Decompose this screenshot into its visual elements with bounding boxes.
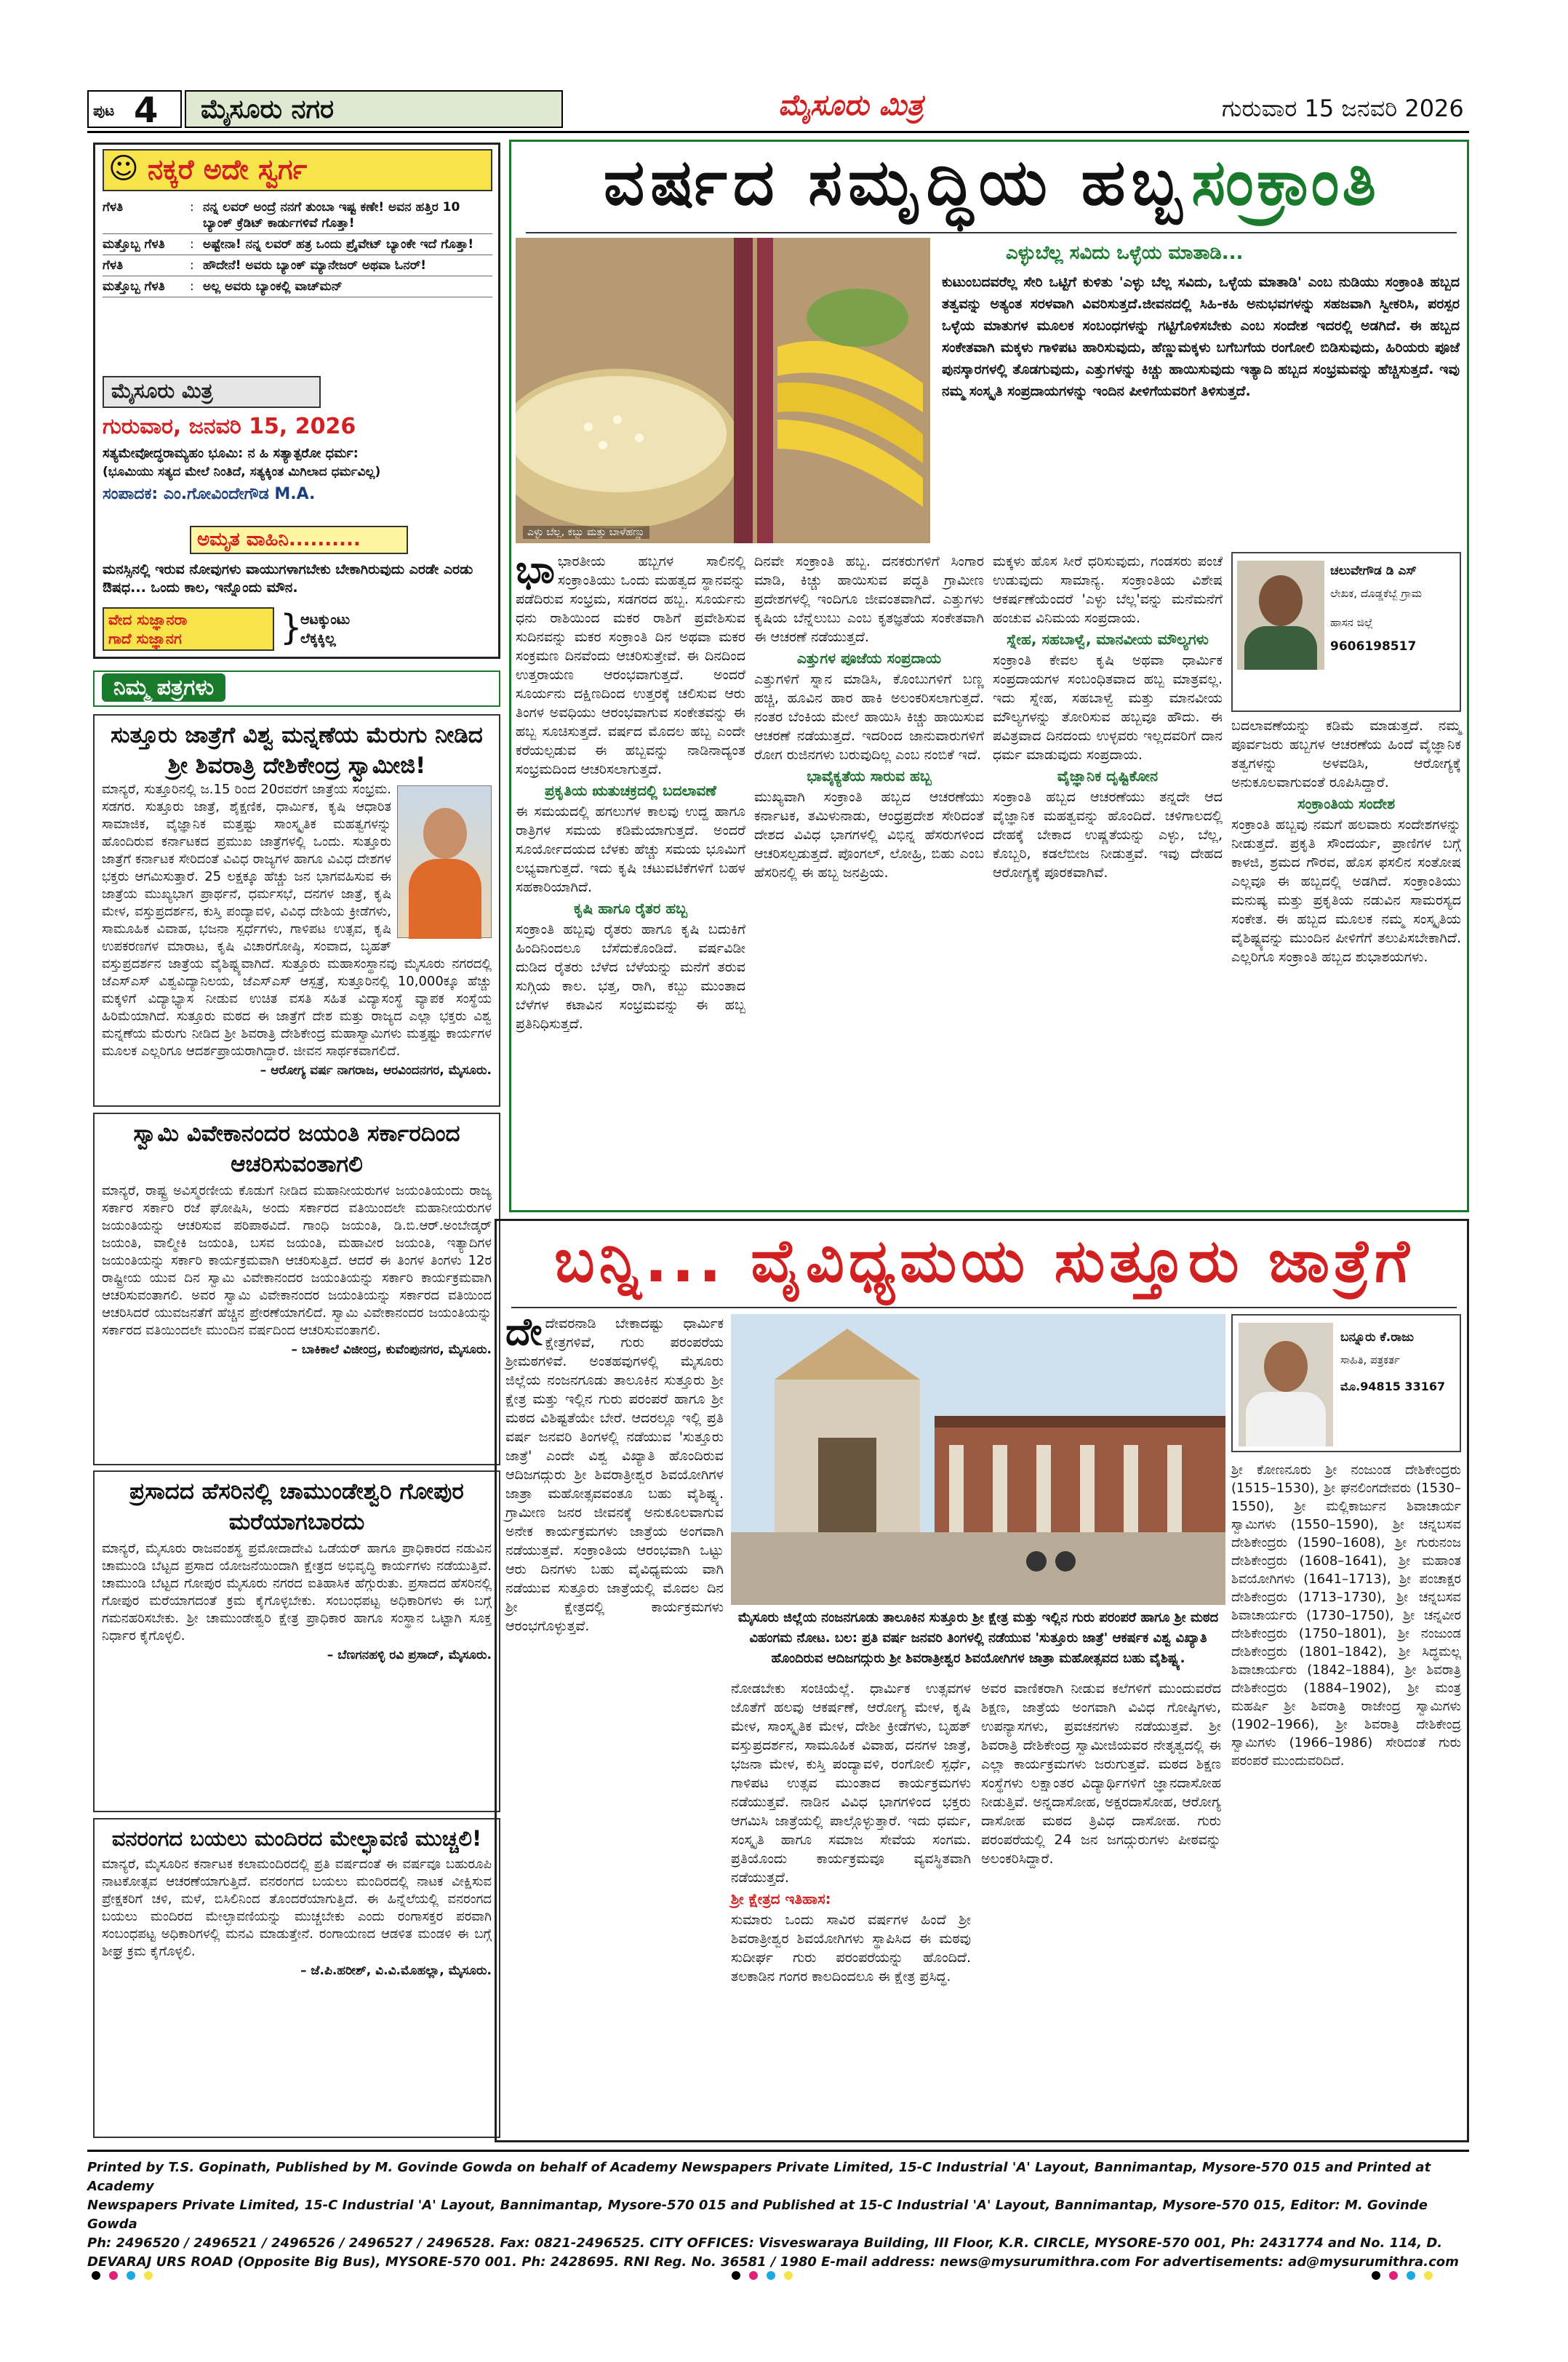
suttur-headline: ಬನ್ನಿ... ವೈವಿಧ್ಯಮಯ ಸುತ್ತೂರು ಜಾತ್ರೆಗೆ (554, 1227, 1414, 1296)
suttur-col-1: ದೇದೇವರನಾಡಿ ಬೇಕಾದಷ್ಟು ಧಾರ್ಮಿಕ ಕ್ಷೇತ್ರಗಳಿವೆ, ಗುರು ಪರಂಪರೆಯ ಶ್ರೀಮಠಗಳಿವೆ. ಅಂತಹವುಗಳಲ್ಲಿ ಮೈಸೂರು ಜಿಲ್ಲೆಯ ನಂಜನಗೂಡು ತಾಲೂಕಿನ ಸುತ್ತೂರು ಶ್ರೀ ಕ್ಷೇತ್ರ ಮತ್ತು ಇಲ್ಲಿನ ಗುರು ಪರಂಪರೆ ಹಾಗೂ ಶ್ರೀ ಮಠದ ವಿಶಿಷ್ಟತೆಯೇ ಬೇರೆ. ಆದರಲ್ಲೂ ಇಲ್ಲಿ ಪ್ರತಿ ವರ್ಷ ಜನವರಿ ತಿಂಗಳಲ್ಲಿ ನಡೆಯುವ 'ಸುತ್ತೂರು ಜಾತ್ರೆ' ಎಂದೇ ವಿಶ್ವ ವಿಖ್ಯಾತಿ ಹೊಂದಿರುವ ಆದಿಜಗದ್ಗುರು ಶ್ರೀ ಶಿವರಾತ್ರೀಶ್ವರ ಶಿವಯೋಗಿಗಳ ಜಾತ್ರಾ ಮಹೋತ್ಸವವಂತೂ ಬಹು ವೈಶಿಷ್ಟ್ಯ. ಗ್ರಾಮೀಣ ಜನರ ಜೀವನಕ್ಕೆ ಅನುಕೂಲವಾಗುವ ಅನೇಕ ಕಾರ್ಯಕ್ರಮಗಳು ಜಾತ್ರೆಯ ಅಂಗವಾಗಿ ನಡೆಯುತ್ತವೆ. ಸಂಕ್ರಾಂತಿಯ ಆರಂಭವಾಗಿ ಒಟ್ಟು ಆರು ದಿನಗಳು ಬಹು ವೈವಿಧ್ಯಮಯ ವಾಗಿ ನಡೆಯುವ ಸುತ್ತೂರು ಜಾತ್ರೆಯಲ್ಲಿ ಮೊದಲ ದಿನ ಶ್ರೀ ಕ್ಷೇತ್ರದಲ್ಲಿ ಕಾರ್ಯಕ್ರಮಗಳು ಆರಂಭಗೊಳ್ಳುತ್ತವೆ. (505, 1310, 724, 1634)
suttur-col-2: ನೋಡಬೇಕು ಸಂಚಿಯೆಲ್ಲೆ. ಧಾರ್ಮಿಕ ಉತ್ಸವಗಳ ಜೊತೆಗೆ ಹಲವು ಆಕರ್ಷಣೆ, ಆರೋಗ್ಯ ಮೇಳ, ಕೃಷಿ ಮೇಳ, ಸಾಂಸ್ಕೃತಿಕ ಮೇಳ, ದೇಶೀ ಕ್ರೀಡೆಗಳು, ಬೃಹತ್ ವಸ್ತುಪ್ರದರ್ಶನ, ಸಾಮೂಹಿಕ ವಿವಾಹ, ದನಗಳ ಜಾತ್ರೆ, ಭಜನಾ ಮೇಳ, ಕುಸ್ತಿ ಪಂದ್ಯಾವಳಿ, ರಂಗೋಲಿ ಸ್ಪರ್ಧೆ, ಗಾಳಿಪಟ ಉತ್ಸವ ಮುಂತಾದ ಕಾರ್ಯಕ್ರಮಗಳು ನಡೆಯುತ್ತವೆ. ನಾಡಿನ ವಿವಿಧ ಭಾಗಗಳಿಂದ ಭಕ್ತರು ಆಗಮಿಸಿ ಜಾತ್ರೆಯಲ್ಲಿ ಪಾಲ್ಗೊಳ್ಳುತ್ತಾರೆ. ಇದು ಧರ್ಮ, ಸಂಸ್ಕೃತಿ ಹಾಗೂ ಸಮಾಜ ಸೇವೆಯ ಸಂಗಮ. ಪ್ರತಿಯೊಂದು ಕಾರ್ಯಕ್ರಮವೂ ವ್ಯವಸ್ಥಿತವಾಗಿ ನಡೆಯುತ್ತದೆ. ಶ್ರೀ ಕ್ಷೇತ್ರದ ಇತಿಹಾಸ: ಸುಮಾರು ಒಂದು ಸಾವಿರ ವರ್ಷಗಳ ಹಿಂದೆ ಶ್ರೀ ಶಿವರಾತ್ರೀಶ್ವರ ಶಿವಯೋಗಿಗಳು ಸ್ಥಾಪಿಸಿದ ಈ ಮಠವು ಸುದೀರ್ಘ ಗುರು ಪರಂಪರೆಯನ್ನು ಹೊಂದಿದೆ. ತಲಕಾಡಿನ ಗಂಗರ ಕಾಲದಿಂದಲೂ ಈ ಕ್ಷೇತ್ರ ಪ್ರಸಿದ್ಧ. (731, 1681, 971, 1985)
proverb-box: ವೇದ ಸುಜ್ಞಾನರಾ ಗಾದೆ ಸುಜ್ಞಾನಗ (103, 607, 274, 651)
imprint: Printed by T.S. Gopinath, Published by M. Govinde Gowda on behalf of Academy Newspapers Private Limited, 15-C Industrial 'A' Layout, Bannimantap, Mysore-570 015 and Printed at Academy Newspapers Private Limited, 15-C Industrial 'A' Layout, Bannimantap, Mysore-570 015 and Published at 15-C Industrial 'A' Layout, Bannimantap, Mysore-570 015, Editor: M. Govinde Gowda Ph: 2496520 / 2496521 / 2496526 / 2496527 / 2496528. Fax: 0821-2496525. CITY OFFICES: Visveswaraya Building, III Floor, K.R. CIRCLE, MYSORE-570 001, Ph: 2431774 and No. 114, D. DEVARAJ URS ROAD (Opposite Big Bus), MYSORE-570 001. Ph: 2428695. RNI Reg. No. 36581 / 1980 E-mail address: news@mysurumithra.com For advertisements: ad@mysurumithra.com (87, 2160, 1459, 2270)
letters-header: ನಿಮ್ಮ ಪತ್ರಗಳು (93, 670, 500, 707)
registration-marks-center (727, 2269, 797, 2283)
suttur-photo-caption: ಮೈಸೂರು ಜಿಲ್ಲೆಯ ನಂಜನಗೂಡು ತಾಲೂಕಿನ ಸುತ್ತೂರು ಶ್ರೀ ಕ್ಷೇತ್ರ ಮತ್ತು ಇಲ್ಲಿನ ಗುರು ಪರಂಪರೆ ಹಾಗೂ ಶ್ರೀ ಮಠದ ವಿಹಂಗಮ ನೋಟ. ಬಲ: ಪ್ರತಿ ವರ್ಷ ಜನವರಿ ತಿಂಗಳಲ್ಲಿ ನಡೆಯುವ 'ಸುತ್ತೂರು ಜಾತ್ರೆ' ಆಕರ್ಷಕ ವಿಶ್ವ ವಿಖ್ಯಾತಿ ಹೊಂದಿರುವ ಆದಿಜಗದ್ಗುರು ಶ್ರೀ ಶಿವರಾತ್ರೀಶ್ವರ ಶಿವಯೋಗಿಗಳ ಜಾತ್ರಾ ಮಹೋತ್ಸವದ ಬಹು ವೈಶಿಷ್ಟ್ಯ. (737, 1610, 1219, 1666)
amrutha-text: ಮನಸ್ಸಿನಲ್ಲಿ ಇರುವ ನೋವುಗಳು ವಾಯುಗಳಾಗಬೇಕು ಬೇಕಾಗಿರುವುದು ಎರಡೇ ಎರಡು ಔಷಧ... ಒಂದು ಕಾಲ, ಇನ್ನೊಂದು ಮೌನ. (103, 561, 473, 596)
suttur-col-3: ಅವರ ವಾಣಿಕರಾಗಿ ನೀಡುವ ಕಲೆಗಳಿಗೆ ಮುಂದುವರೆದ ಶಿಕ್ಷಣ, ಜಾತ್ರೆಯ ಅಂಗವಾಗಿ ವಿವಿಧ ಗೋಷ್ಠಿಗಳು, ಉಪನ್ಯಾಸಗಳು, ಪ್ರವಚನಗಳು ನಡೆಯುತ್ತವೆ. ಶ್ರೀ ಶಿವರಾತ್ರಿ ದೇಶಿಕೇಂದ್ರ ಸ್ವಾಮೀಜಿಯವರ ನೇತೃತ್ವದಲ್ಲಿ ಈ ಎಲ್ಲಾ ಕಾರ್ಯಕ್ರಮಗಳು ಜರುಗುತ್ತವೆ. ಮಠದ ಶಿಕ್ಷಣ ಸಂಸ್ಥೆಗಳು ಲಕ್ಷಾಂತರ ವಿದ್ಯಾರ್ಥಿಗಳಿಗೆ ಜ್ಞಾನದಾಸೋಹ ನೀಡುತ್ತಿವೆ. ಅನ್ನದಾಸೋಹ, ಅಕ್ಷರದಾಸೋಹ, ಆರೋಗ್ಯ ದಾಸೋಹ ಮಠದ ತ್ರಿವಿಧ ದಾಸೋಹ. ಗುರು ಪರಂಪರೆಯಲ್ಲಿ 24 ಜನ ಜಗದ್ಗುರುಗಳು ಪೀಠವನ್ನು ಅಲಂಕರಿಸಿದ್ದಾರೆ. (981, 1681, 1221, 1867)
letter-4-title: ವನರಂಗದ ಬಯಲು ಮಂದಿರದ ಮೇಲ್ಛಾವಣಿ ಮುಚ್ಚಲಿ! (111, 1826, 482, 1851)
footer-rule (87, 2150, 1469, 2152)
motto: ಸತ್ಯಮೇವೋದ್ಧರಾಮ್ಯಹಂ ಭೂಮಿ: ನ ಹಿ ಸತ್ಯಾತ್ಪರೋ ಧರ್ಮ: (103, 446, 359, 461)
author-2-card: ಬನ್ನೂರು ಕೆ.ರಾಜು ಸಾಹಿತಿ, ಪತ್ರಕರ್ತ ಮೊ.94815 33167 (1231, 1314, 1461, 1452)
joke-list (103, 197, 492, 297)
suttur-photo (731, 1314, 1225, 1605)
motto-translation: (ಭೂಮಿಯು ಸತ್ಯದ ಮೇಲೆ ನಿಂತಿದೆ, ಸತ್ಯಕ್ಕಿಂತ ಮಿಗಿಲಾದ ಧರ್ಮವಿಲ್ಲ) (103, 465, 381, 479)
sankranti-headline: ವರ್ಷದ ಸಮೃದ್ಧಿಯ ಹಬ್ಬ ಸಂಕ್ರಾಂತಿ (603, 145, 1380, 220)
letter-3 (93, 1470, 500, 1812)
amrutha-title: ಅಮೃತ ವಾಹಿನಿ.......... (190, 526, 408, 554)
suttur-article (495, 1219, 1469, 2142)
intro-text: ಕುಟುಂಬದವರೆಲ್ಲ ಸೇರಿ ಒಟ್ಟಿಗೆ ಕುಳಿತು 'ಎಳ್ಳು ಬೆಲ್ಲ ಸವಿದು, ಒಳ್ಳೆಯ ಮಾತಾಡಿ' ಎಂಬ ನುಡಿಯು ಸಂಕ್ರಾಂತಿ ಹಬ್ಬದ ತತ್ವವನ್ನು ಅತ್ಯಂತ ಸರಳವಾಗಿ ವಿವರಿಸುತ್ತದೆ.ಜೀವನದಲ್ಲಿ ಸಿಹಿ-ಕಹಿ ಅನುಭವಗಳನ್ನು ಸಹಜವಾಗಿ ಸ್ವೀಕರಿಸಿ, ಪರಸ್ಪರ ಒಳ್ಳೆಯ ಮಾತುಗಳ ಮೂಲಕ ಸಂಬಂಧಗಳನ್ನು ಗಟ್ಟಿಗೊಳಿಸಬೇಕು ಎಂಬ ಸಂದೇಶ ಇದರಲ್ಲಿ ಅಡಗಿದೆ. ಈ ಹಬ್ಬದ ಸಂಕೇತವಾಗಿ ಮಕ್ಕಳು ಗಾಳಿಪಟ ಹಾರಿಸುವುದು, ಹೆಣ್ಣುಮಕ್ಕಳು ಬಗೆಬಗೆಯ ರಂಗೋಲಿ ಬಿಡಿಸುವುದು, ಹಿರಿಯರು ಪೂಜೆ ಪುನಸ್ಕಾರಗಳಲ್ಲಿ ತೊಡಗುವುದು, ಎತ್ತುಗಳನ್ನು ಕಿಚ್ಚು ಹಾಯಿಸುವುದು ಇತ್ಯಾದಿ ಹಬ್ಬದ ಸಂಭ್ರಮವನ್ನು ಹೆಚ್ಚಿಸುತ್ತದೆ. ಇವು ನಮ್ಮ ಸಂಸ್ಕೃತಿ ಸಂಪ್ರದಾಯಗಳನ್ನು ಇಂದಿನ ಪೀಳಿಗೆಯವರಿಗೆ ತಿಳಿಸುತ್ತದೆ. (942, 274, 1460, 399)
author-2-photo (1239, 1323, 1333, 1446)
humor-box (93, 143, 500, 659)
author-1-photo (1237, 561, 1324, 670)
page-label: ಪುಟ (93, 102, 115, 119)
letter-3-sign: – ಬೆಣಗನಹಳ್ಳಿ ರವಿ ಪ್ರಸಾದ್, ಮೈಸೂರು. (327, 1648, 492, 1662)
section-name: ಮೈಸೂರು ನಗರ (185, 90, 563, 128)
sankranti-col-2: ದಿನವೇ ಸಂಕ್ರಾಂತಿ ಹಬ್ಬ. ದನಕರುಗಳಿಗೆ ಸಿಂಗಾರ ಮಾಡಿ, ಕಿಚ್ಚು ಹಾಯಿಸುವ ಪದ್ಧತಿ ಗ್ರಾಮೀಣ ಪ್ರದೇಶಗಳಲ್ಲಿ ಇಂದಿಗೂ ಜೀವಂತವಾಗಿದೆ. ಎತ್ತುಗಳು ಕೃಷಿಯ ಬೆನ್ನೆಲುಬು ಎಂಬ ಕೃತಜ್ಞತೆಯ ಸಂಕೇತವಾಗಿ ಈ ಆಚರಣೆ ನಡೆಯುತ್ತದೆ. ಎತ್ತುಗಳ ಪೂಜೆಯ ಸಂಪ್ರದಾಯ ಎತ್ತುಗಳಿಗೆ ಸ್ನಾನ ಮಾಡಿಸಿ, ಕೊಂಬುಗಳಿಗೆ ಬಣ್ಣ ಹಚ್ಚಿ, ಹೂವಿನ ಹಾರ ಹಾಕಿ ಅಲಂಕರಿಸಲಾಗುತ್ತದೆ. ನಂತರ ಬೆಂಕಿಯ ಮೇಲೆ ಹಾಯಿಸಿ ಕಿಚ್ಚು ಹಾಯಿಸುವ ಆಚರಣೆ ನಡೆಯುತ್ತದೆ. ಇದರಿಂದ ಜಾನುವಾರುಗಳಿಗೆ ರೋಗ ರುಜಿನಗಳು ಬರುವುದಿಲ್ಲ ಎಂಬ ನಂಬಿಕೆ ಇದೆ. ಭಾವೈಕ್ಯತೆಯ ಸಾರುವ ಹಬ್ಬ ಮುಖ್ಯವಾಗಿ ಸಂಕ್ರಾಂತಿ ಹಬ್ಬದ ಆಚರಣೆಯು ಕರ್ನಾಟಕ, ತಮಿಳುನಾಡು, ಆಂಧ್ರಪ್ರದೇಶ ಸೇರಿದಂತೆ ದೇಶದ ವಿವಿಧ ಭಾಗಗಳಲ್ಲಿ ವಿಭಿನ್ನ ಹೆಸರುಗಳಿಂದ ಆಚರಿಸಲ್ಪಡುತ್ತದೆ. ಪೊಂಗಲ್, ಲೋಹ್ರಿ, ಬಿಹು ಎಂಬ ಹೆಸರಿನಲ್ಲಿ ಈ ಹಬ್ಬ ಜನಪ್ರಿಯ. (754, 553, 984, 881)
sankranti-col-4: ಚಲುವೇಗೌಡ ಡಿ ಎಸ್ ಲೇಖಕ, ದೊಡ್ಡಕೆಬ್ಬೆ ಗ್ರಾಮ ಹಾಸನ ಜಿಲ್ಲೆ 9606198517 ಬದಲಾವಣೆಯನ್ನು ಕಡಿಮೆ ಮಾಡುತ್ತದೆ. ನಮ್ಮ ಪೂರ್ವಜರು ಹಬ್ಬಗಳ ಆಚರಣೆಯ ಹಿಂದೆ ವೈಜ್ಞಾನಿಕ ತತ್ವಗಳನ್ನು ಅಳವಡಿಸಿ, ಆರೋಗ್ಯಕ್ಕೆ ಅನುಕೂಲವಾಗುವಂತೆ ರೂಪಿಸಿದ್ದಾರೆ. ಸಂಕ್ರಾಂತಿಯ ಸಂದೇಶ ಸಂಕ್ರಾಂತಿ ಹಬ್ಬವು ನಮಗೆ ಹಲವಾರು ಸಂದೇಶಗಳನ್ನು ನೀಡುತ್ತದೆ. ಪ್ರಕೃತಿ ಸೌಂದರ್ಯ, ಪ್ರಾಣಿಗಳ ಬಗ್ಗೆ ಕಾಳಜಿ, ಶ್ರಮದ ಗೌರವ, ಹೊಸ ಫಸಲಿನ ಸಂತೋಷ ಎಲ್ಲವೂ ಈ ಹಬ್ಬದಲ್ಲಿ ಅಡಗಿದೆ. ಸಂಕ್ರಾಂತಿಯು ಮನುಷ್ಯ ಮತ್ತು ಪ್ರಕೃತಿಯ ನಡುವಿನ ಸಾಮರಸ್ಯದ ಸಂಕೇತ. ಈ ಹಬ್ಬದ ಮೂಲಕ ನಮ್ಮ ಸಂಸ್ಕೃತಿಯ ವೈಶಿಷ್ಟ್ಯವನ್ನು ಮುಂದಿನ ಪೀಳಿಗೆಗೆ ತಲುಪಿಸಬೇಕಾಗಿದೆ. ಎಲ್ಲರಿಗೂ ಸಂಕ್ರಾಂತಿ ಹಬ್ಬದ ಶುಭಾಶಯಗಳು. (1231, 552, 1461, 966)
ellu-bella-illustration (516, 238, 930, 543)
letter-2-body: ಮಾನ್ಯರೆ, ರಾಷ್ಟ್ರ ಅವಿಸ್ಮರಣೀಯ ಕೊಡುಗೆ ನೀಡಿದ ಮಹಾನೀಯರುಗಳ ಜಯಂತಿಯಂದು ರಾಜ್ಯ ಸರ್ಕಾರ ಸರ್ಕಾರಿ ರಜೆ ಘೋಷಿಸಿ, ಅಂದು ಸರ್ಕಾರದ ವತಿಯಿಂದಲೇ ಮಹಾನೀಯರುಗಳ ಜಯಂತಿಯನ್ನು ಆಚರಿಸುವ ಪರಿಪಾಠವಿದೆ. ಗಾಂಧಿ ಜಯಂತಿ, ಡಿ.ಬಿ.ಆರ್.ಅಂಬೇಡ್ಕರ್ ಜಯಂತಿ, ವಾಲ್ಮೀಕಿ ಜಯಂತಿ, ಬಸವ ಜಯಂತಿ, ಮಹಾವೀರ ಜಯಂತಿ, ಇತ್ಯಾದಿಗಳ ಜಯಂತಿಯನ್ನು ಸರ್ಕಾರಿ ಕಾರ್ಯಕ್ರಮವಾಗಿ ಆಚರಿಸುತ್ತಿದೆ. ಆದರೆ ಈ ತಿಂಗಳ ತಿಂಗಳು 12ರ ರಾಷ್ಟ್ರೀಯ ಯುವ ದಿನ ಸ್ವಾಮಿ ವಿವೇಕಾನಂದರ ಜಯಂತಿಯನ್ನು ಸರ್ಕಾರಿ ಕಾರ್ಯಕ್ರಮವಾಗಿ ಆಚರಿಸುವಂತಾಗಲಿ. ಅವರ ಸ್ವಾಮಿ ವಿವೇಕಾನಂದರ ಜಯಂತಿಯನ್ನು ಸರ್ಕಾರದ ವತಿಯಿಂದ ಆಚರಿಸಿದರೆ ಯುವಜನತೆಗೆ ಹೆಚ್ಚಿನ ಪ್ರೇರಣೆಯಾಗಲಿದೆ. ಸ್ವಾಮಿ ವಿವೇಕಾನಂದರ ಜಯಂತಿಯನ್ನು ಸರ್ಕಾರದ ವತಿಯಿಂದಲೇ ಮುಂದಿನ ವರ್ಷದಿಂದ ಆಚರಿಸುವಂತಾಗಲಿ. (102, 1183, 492, 1338)
letter-1-sign: – ಆರೋಗ್ಯ ವರ್ಷ ನಾಗರಾಜ, ಆರವಿಂದನಗರ, ಮೈಸೂರು. (260, 1063, 492, 1078)
drop-cap: ದೇ (505, 1310, 543, 1354)
image-alt-label: ಎಳ್ಳು ಬೆಲ್ಲ, ಕಬ್ಬು ಮತ್ತು ಬಾಳೆಹಣ್ಣು (523, 526, 649, 539)
sankranti-article (509, 140, 1469, 1212)
letter-3-body: ಮಾನ್ಯರೆ, ಮೈಸೂರು ರಾಜವಂಶಸ್ಥ ಪ್ರಮೋದಾದೇವಿ ಒಡೆಯರ್ ಹಾಗೂ ಪ್ರಾಧಿಕಾರದ ನಡುವಿನ ಚಾಮುಂಡಿ ಬೆಟ್ಟದ ಪ್ರಸಾದ ಯೋಜನೆಯಿಂದಾಗಿ ಕ್ಷೇತ್ರದ ಅಭಿವೃದ್ಧಿ ಕಾರ್ಯಗಳು ನಡೆಯುತ್ತಿವೆ. ಚಾಮುಂಡಿ ಬೆಟ್ಟದ ಗೋಪುರ ಮೈಸೂರು ನಗರದ ಐತಿಹಾಸಿಕ ಹೆಗ್ಗುರುತು. ಪ್ರಸಾದದ ಹೆಸರಿನಲ್ಲಿ ಗೋಪುರ ಮರೆಯಾಗದಂತೆ ಕ್ರಮ ಕೈಗೊಳ್ಳಬೇಕು. ಸಂಬಂಧಪಟ್ಟ ಅಧಿಕಾರಿಗಳು ಈ ಬಗ್ಗೆ ಗಮನಹರಿಸಬೇಕು. ಶ್ರೀ ಚಾಮುಂಡೇಶ್ವರಿ ಕ್ಷೇತ್ರ ಪ್ರಾಧಿಕಾರ ಹಾಗೂ ಸಂಸ್ಥಾನ ಒಟ್ಟಾಗಿ ಸೂಕ್ತ ನಿರ್ಧಾರ ಕೈಗೊಳ್ಳಲಿ. (102, 1541, 492, 1644)
letter-1 (93, 714, 500, 1107)
page-number-box (87, 90, 182, 131)
joke-row: ಮತ್ತೊಬ್ಬ ಗೆಳತಿ : ಅಷ್ಟೇನಾ! ನನ್ನ ಲವರ್ ಹತ್ರ ಒಂದು ಪ್ರೈವೇಟ್ ಬ್ಯಾಂಕೇ ಇದೆ ಗೊತ್ತಾ! (103, 234, 492, 255)
humor-date: ಗುರುವಾರ, ಜನವರಿ 15, 2026 (103, 414, 356, 439)
sankranti-col-1: ಭಾಭಾರತೀಯ ಹಬ್ಬಗಳ ಸಾಲಿನಲ್ಲಿ ಸಂಕ್ರಾಂತಿಯು ಒಂದು ಮಹತ್ವದ ಸ್ಥಾನವನ್ನು ಪಡೆದಿರುವ ಸಂಭ್ರಮ, ಸಡಗರದ ಹಬ್ಬ. ಸೂರ್ಯನು ಧನು ರಾಶಿಯಿಂದ ಮಕರ ರಾಶಿಗೆ ಪ್ರವೇಶಿಸುವ ಸುದಿನವನ್ನು ಮಕರ ಸಂಕ್ರಾಂತಿ ದಿನ ಅಥವಾ ಮಕರ ಸಂಕ್ರಮಣ ದಿನವೆಂದು ಆಚರಿಸುತ್ತೇವೆ. ಈ ದಿನದಿಂದ ಉತ್ತರಾಯಣ ಆರಂಭವಾಗುತ್ತದೆ. ಅಂದರೆ ಸೂರ್ಯನು ದಕ್ಷಿಣದಿಂದ ಉತ್ತರಕ್ಕೆ ಚಲಿಸುವ ಆರು ತಿಂಗಳ ಅವಧಿಯು ಆರಂಭವಾಗುವ ಸಂಕೇತವನ್ನು ಈ ಹಬ್ಬ ಸೂಚಿಸುತ್ತದೆ. ವರ್ಷದ ಮೊದಲ ಹಬ್ಬ ಎಂದೇ ಕರೆಯಲ್ಪಡುವ ಈ ಹಬ್ಬವನ್ನು ನಾಡಿನಾದ್ಯಂತ ಸಂಭ್ರಮದಿಂದ ಆಚರಿಸಲಾಗುತ್ತದೆ. ಪ್ರಕೃತಿಯ ಋತುಚಕ್ರದಲ್ಲಿ ಬದಲಾವಣೆ ಈ ಸಮಯದಲ್ಲಿ ಹಗಲುಗಳ ಕಾಲವು ಉದ್ದ ಹಾಗೂ ರಾತ್ರಿಗಳ ಸಮಯ ಕಡಿಮೆಯಾಗುತ್ತದೆ. ಅಂದರೆ ಸೂರ್ಯೋದಯದ ಬೆಳಕು ಹೆಚ್ಚು ಸಮಯ ಭೂಮಿಗೆ ಲಭ್ಯವಾಗುತ್ತದೆ. ಇದು ಕೃಷಿ ಚಟುವಟಿಕೆಗಳಿಗೆ ಬಹಳ ಸಹಕಾರಿಯಾಗಿದೆ. ಕೃಷಿ ಹಾಗೂ ರೈತರ ಹಬ್ಬ ಸಂಕ್ರಾಂತಿ ಹಬ್ಬವು ರೈತರು ಹಾಗೂ ಕೃಷಿ ಬದುಕಿಗೆ ಹಿಂದಿನಿಂದಲೂ ಬೆಸೆದುಕೊಂಡಿದೆ. ವರ್ಷವಿಡೀ ದುಡಿದ ರೈತರು ಬೆಳೆದ ಬೆಳೆಯನ್ನು ಮನೆಗೆ ತರುವ ಸುಗ್ಗಿಯ ಕಾಲ. ಭತ್ತ, ರಾಗಿ, ಕಬ್ಬು ಮುಂತಾದ ಬೆಳೆಗಳ ಕಟಾವಿನ ಸಂಭ್ರಮವನ್ನು ಈ ಹಬ್ಬ ಪ್ರತಿನಿಧಿಸುತ್ತದೆ. (516, 548, 745, 1032)
laughing-face-icon: ☺ (108, 152, 139, 185)
proverb-brace: } (280, 607, 303, 648)
letter-4-sign: – ಜೆ.ಪಿ.ಹರೀಶ್, ವಿ.ವಿ.ಮೊಹಲ್ಲಾ, ಮೈಸೂರು. (300, 1963, 492, 1978)
letter-1-body: ಮಾನ್ಯರೆ, ಸುತ್ತೂರಿನಲ್ಲಿ ಜ.15 ರಿಂದ 20ರವರೆಗೆ ಜಾತ್ರೆಯ ಸಂಭ್ರಮ. ಸಡಗರ. ಸುತ್ತೂರು ಜಾತ್ರೆ, ಶೈಕ್ಷಣಿಕ, ಧಾರ್ಮಿಕ, ಕೃಷಿ ಆಧಾರಿತ ಸಾಮಾಜಿಕ, ವೈಜ್ಞಾನಿಕ ಮತ್ತಷ್ಟು ಸಾಂಸ್ಕೃತಿಕ ಮಹತ್ವಗಳನ್ನು ಹೊಂದಿರುವ ಕರ್ನಾಟಕದ ಪ್ರಮುಖ ಜಾತ್ರೆಗಳಲ್ಲಿ ಒಂದು. ಸುತ್ತೂರು ಜಾತ್ರೆಗೆ ಕರ್ನಾಟಕ ಸೇರಿದಂತೆ ವಿವಿಧ ರಾಜ್ಯಗಳ ಹಾಗೂ ವಿವಿಧ ದೇಶಗಳ ಭಕ್ತರು ಆಗಮಿಸುತ್ತಾರೆ. 25 ಲಕ್ಷಕ್ಕೂ ಹೆಚ್ಚು ಜನ ಭಾಗವಹಿಸುವ ಈ ಜಾತ್ರೆಯ ಮುಖ್ಯಭಾಗ ಪ್ರಾರ್ಥನೆ, ಧರ್ಮಸಭೆ, ದನಗಳ ಜಾತ್ರೆ, ಕೃಷಿ ಮೇಳ, ವಸ್ತುಪ್ರದರ್ಶನ, ಕುಸ್ತಿ ಪಂದ್ಯಾವಳಿ, ವಿವಿಧ ದೇಶಿಯ ಕ್ರೀಡೆಗಳು, ಸಾಮೂಹಿಕ ವಿವಾಹ, ಭಜನಾ ಸ್ಪರ್ಧೆಗಳು, ಗಾಳಿಪಟ ಉತ್ಸವ, ಕೃಷಿ ಉಪಕರಣಗಳ ಮಾರಾಟ, ಕೃಷಿ ವಿಚಾರಗೋಷ್ಠಿ, ಸಂವಾದ, ಬೃಹತ್ ವಸ್ತುಪ್ರದರ್ಶನ ಜಾತ್ರೆಯ ವೈಶಿಷ್ಟ್ಯವಾಗಿದೆ. ಸುತ್ತೂರು ಮಹಾಸಂಸ್ಥಾನವು ಮೈಸೂರು ನಗರದಲ್ಲಿ ಜೆಎಸ್ಎಸ್ ವಿಶ್ವವಿದ್ಯಾನಿಲಯ, ಜೆಎಸ್ಎಸ್ ಆಸ್ಪತ್ರೆ, ಸುತ್ತೂರಿನಲ್ಲಿ 10,000ಕ್ಕೂ ಹೆಚ್ಚು ಮಕ್ಕಳಿಗೆ ವಿದ್ಯಾಭ್ಯಾಸ ನೀಡುವ ಉಚಿತ ವಸತಿ ಸಹಿತ ವಿದ್ಯಾಸಂಸ್ಥೆ ವ್ಯಾಪಕ ಸಂಸ್ಥೆಯ ಹಿರಿಮೆಯಾಗಿದೆ. ಸುತ್ತೂರು ಮಠದ ಈ ಜಾತ್ರೆಗೆ ದೇಶ ಮತ್ತು ರಾಜ್ಯದ ಎಲ್ಲಾ ಭಕ್ತರು ವಿಶ್ವ ಮನ್ನಣೆಯ ಮೆರುಗು ನೀಡಿದ ಶ್ರೀ ಶಿವರಾತ್ರಿ ದೇಶಿಕೇಂದ್ರ ಮಹಾಸ್ವಾಮಿಗಳು ಮತ್ತಷ್ಟು ಕಾರ್ಯಗಳ ಮೂಲಕ ಎಲ್ಲರಿಗೂ ಆದರ್ಶಪ್ರಾಯರಾಗಿದ್ದಾರೆ. ಜೀವನ ಸಾರ್ಥಕವಾಗಲಿದೆ. (102, 782, 492, 1059)
page-number: 4 (134, 90, 159, 131)
suttur-temple-illustration (731, 1314, 1225, 1605)
registration-marks-right (1367, 2269, 1437, 2283)
page-header (87, 87, 1469, 131)
proverb-text: ಆಟಕ್ಕುಂಟು ಲೆಕ್ಕಕ್ಕಿಲ್ಲ (300, 612, 351, 646)
sankranti-col-3: ಮಕ್ಕಳು ಹೊಸ ಸೀರೆ ಧರಿಸುವುದು, ಗಂಡಸರು ಪಂಚೆ ಉಡುವುದು ಸಾಮಾನ್ಯ. ಸಂಕ್ರಾಂತಿಯ ವಿಶೇಷ ಆಕರ್ಷಣೆಯೆಂದರೆ 'ಎಳ್ಳು ಬೆಲ್ಲ'ವನ್ನು ಮನೆಮನೆಗೆ ಹಂಚುವ ವಿನಿಮಯ ಸಂಪ್ರದಾಯ. ಸ್ನೇಹ, ಸಹಬಾಳ್ವೆ, ಮಾನವೀಯ ಮೌಲ್ಯಗಳು ಸಂಕ್ರಾಂತಿ ಕೇವಲ ಕೃಷಿ ಅಥವಾ ಧಾರ್ಮಿಕ ಸಂಪ್ರದಾಯಗಳ ಸಂಬಂಧಿತವಾದ ಹಬ್ಬ ಮಾತ್ರವಲ್ಲ. ಇದು ಸ್ನೇಹ, ಸಹಬಾಳ್ವೆ ಮತ್ತು ಮಾನವೀಯ ಮೌಲ್ಯಗಳನ್ನು ತೋರಿಸುವ ಹಬ್ಬವೂ ಹೌದು. ಈ ಪವಿತ್ರವಾದ ದಿನದಂದು ಉಳ್ಳವರು ಇಲ್ಲದವರಿಗೆ ದಾನ ಧರ್ಮ ಮಾಡುವುದು ಸಂಪ್ರದಾಯ. ವೈಜ್ಞಾನಿಕ ದೃಷ್ಟಿಕೋನ ಸಂಕ್ರಾಂತಿ ಹಬ್ಬದ ಆಚರಣೆಯು ತನ್ನದೇ ಆದ ವೈಜ್ಞಾನಿಕ ಮಹತ್ವವನ್ನು ಹೊಂದಿದೆ. ಚಳಿಗಾಲದಲ್ಲಿ ದೇಹಕ್ಕೆ ಬೇಕಾದ ಉಷ್ಣತೆಯನ್ನು ಎಳ್ಳು, ಬೆಲ್ಲ, ಕೊಬ್ಬರಿ, ಕಡಲೆಬೀಜ ನೀಡುತ್ತವೆ. ಇವು ದೇಹದ ಆರೋಗ್ಯಕ್ಕೆ ಪೂರಕವಾಗಿವೆ. (993, 553, 1223, 881)
drop-cap: ಭಾ (516, 548, 555, 592)
editor-line: ಸಂಪಾದಕ: ಎಂ.ಗೋವಿಂದೇಗೌಡ M.A. (103, 485, 316, 503)
letter-2-sign: – ಬಾಕಿಕಾಲೆ ವಿಜೀಂದ್ರ, ಕುವೆಂಪುನಗರ, ಮೈಸೂರು. (291, 1342, 492, 1357)
intro-title: ಎಳ್ಳುಬೆಲ್ಲ ಸವಿದು ಒಳ್ಳೆಯ ಮಾತಾಡಿ... (1006, 242, 1244, 264)
issue-date: ಗುರುವಾರ 15 ಜನವರಿ 2026 (1222, 95, 1464, 122)
sankranti-image (516, 238, 930, 543)
letter-2-title: ಸ್ವಾಮಿ ವಿವೇಕಾನಂದರ ಜಯಂತಿ ಸರ್ಕಾರದಿಂದ ಆಚರಿಸುವಂತಾಗಲಿ (133, 1121, 460, 1177)
letter-1-title: ಸುತ್ತೂರು ಜಾತ್ರೆಗೆ ವಿಶ್ವ ಮನ್ನಣೆಯ ಮೆರುಗು ನೀಡಿದ ಶ್ರೀ ಶಿವರಾತ್ರಿ ದೇಶಿಕೇಂದ್ರ ಸ್ವಾಮೀಜಿ! (111, 722, 483, 779)
letter-3-title: ಪ್ರಸಾದದ ಹೆಸರಿನಲ್ಲಿ ಚಾಮುಂಡೇಶ್ವರಿ ಗೋಪುರ ಮರೆಯಾಗಬಾರದು (129, 1478, 464, 1535)
joke-row: ಮತ್ತೊಬ್ಬ ಗೆಳತಿ : ಅಲ್ಲ ಅವರು ಬ್ಯಾಂಕಲ್ಲಿ ವಾಚ್‌ಮನ್ (103, 276, 492, 297)
suttur-col-4-top: ಶ್ರೀ ಕೋಣನೂರು ಶ್ರೀ ನಂಜುಂಡ ದೇಶಿಕೇಂದ್ರರು (1515–1530), ಶ್ರೀ ಘನಲಿಂಗದೇವರು (1530–1550), ಶ್ರೀ ಮಲ್ಲಿಕಾರ್ಜುನ ಶಿವಾಚಾರ್ಯ ಸ್ವಾಮಿಗಳು (1550–1590), ಶ್ರೀ ಚನ್ನಬಸವ ದೇಶಿಕೇಂದ್ರರು (1590–1608), ಶ್ರೀ ಗುರುನಂಜ ದೇಶಿಕೇಂದ್ರರು (1608–1641), ಶ್ರೀ ಮಹಾಂತ ಶಿವಯೋಗಿಗಳು (1641–1713), ಶ್ರೀ ಪಂಚಾಕ್ಷರ ದೇಶಿಕೇಂದ್ರರು (1713–1730), ಶ್ರೀ ಚನ್ನಬಸವ ಶಿವಾಚಾರ್ಯರು (1730–1750), ಶ್ರೀ ಚನ್ನವೀರ ದೇಶಿಕೇಂದ್ರರು (1750–1801), ಶ್ರೀ ನಂಜುಂಡ ದೇಶಿಕೇಂದ್ರರು (1801–1842), ಶ್ರೀ ಸಿದ್ಧಮಲ್ಲ ಶಿವಾಚಾರ್ಯರು (1842–1884), ಶ್ರೀ ಶಿವರಾತ್ರಿ ದೇಶಿಕೇಂದ್ರರು (1884–1902), ಶ್ರೀ ಮಂತ್ರ ಮಹರ್ಷಿ ಶ್ರೀ ಶಿವರಾತ್ರಿ ರಾಜೇಂದ್ರ ಸ್ವಾಮಿಗಳು (1902–1966), ಶ್ರೀ ಶಿವರಾತ್ರಿ ದೇಶಿಕೇಂದ್ರ ಸ್ವಾಮಿಗಳು (1966–1986) ಸೇರಿದಂತೆ ಗುರು ಪರಂಪರೆ ಮುಂದುವರಿದಿದೆ. (1231, 1462, 1461, 1769)
letter-4-body: ಮಾನ್ಯರೆ, ಮೈಸೂರಿನ ಕರ್ನಾಟಕ ಕಲಾಮಂದಿರದಲ್ಲಿ ಪ್ರತಿ ವರ್ಷದಂತೆ ಈ ವರ್ಷವೂ ಬಹುರೂಪಿ ನಾಟಕೋತ್ಸವ ಆಚರಣೆಯಾಗುತ್ತಿದೆ. ವನರಂಗದ ಬಯಲು ಮಂದಿರದಲ್ಲಿ ನಾಟಕ ವೀಕ್ಷಿಸುವ ಪ್ರೇಕ್ಷಕರಿಗೆ ಚಳಿ, ಮಳೆ, ಬಿಸಿಲಿನಿಂದ ತೊಂದರೆಯಾಗುತ್ತಿದೆ. ಈ ಹಿನ್ನೆಲೆಯಲ್ಲಿ ವನರಂಗದ ಬಯಲು ಮಂದಿರದ ಮೇಲ್ಛಾವಣಿಯನ್ನು ಮುಚ್ಚಬೇಕು ಎಂದು ರಂಗಾಸಕ್ತರ ಪರವಾಗಿ ಸಂಬಂಧಪಟ್ಟ ಅಧಿಕಾರಿಗಳಲ್ಲಿ ಮನವಿ ಮಾಡುತ್ತೇನೆ. ರಂಗಾಯಣದ ಆಡಳಿತ ಮಂಡಳಿ ಈ ಬಗ್ಗೆ ಶೀಘ್ರ ಕ್ರಮ ಕೈಗೊಳ್ಳಲಿ. (102, 1857, 492, 1959)
joke-row: ಗೆಳತಿ : ಹೌದೇನೆ! ಅವರು ಬ್ಯಾಂಕ್ ಮ್ಯಾನೇಜರ್ ಅಥವಾ ಓನರ್! (103, 255, 492, 276)
author-1-card: ಚಲುವೇಗೌಡ ಡಿ ಎಸ್ ಲೇಖಕ, ದೊಡ್ಡಕೆಬ್ಬೆ ಗ್ರಾಮ ಹಾಸನ ಜಿಲ್ಲೆ 9606198517 (1231, 552, 1461, 712)
header-rule (87, 131, 1469, 133)
humor-title: ☺ ನಕ್ಕರೆ ಅದೇ ಸ್ವರ್ಗ (103, 149, 492, 191)
letter-2 (93, 1113, 500, 1465)
joke-row: ಗೆಳತಿ : ನನ್ನ ಲವರ್ ಅಂದ್ರೆ ನನಗೆ ತುಂಬಾ ಇಷ್ಟ ಕಣೇ! ಅವನ ಹತ್ತಿರ 10 ಬ್ಯಾಂಕ್ ಕ್ರೆಡಿಟ್ ಕಾರ್ಡುಗಳಿವೆ ಗೊತ್ತಾ! (103, 197, 492, 234)
mitra-label: ಮೈಸೂರು ಮಿತ್ರ (103, 376, 321, 408)
letter-4 (93, 1818, 500, 2138)
author-photo (397, 785, 492, 938)
masthead: ಮೈಸೂರು ಮಿತ್ರ (778, 89, 924, 122)
registration-marks-left (87, 2269, 157, 2283)
